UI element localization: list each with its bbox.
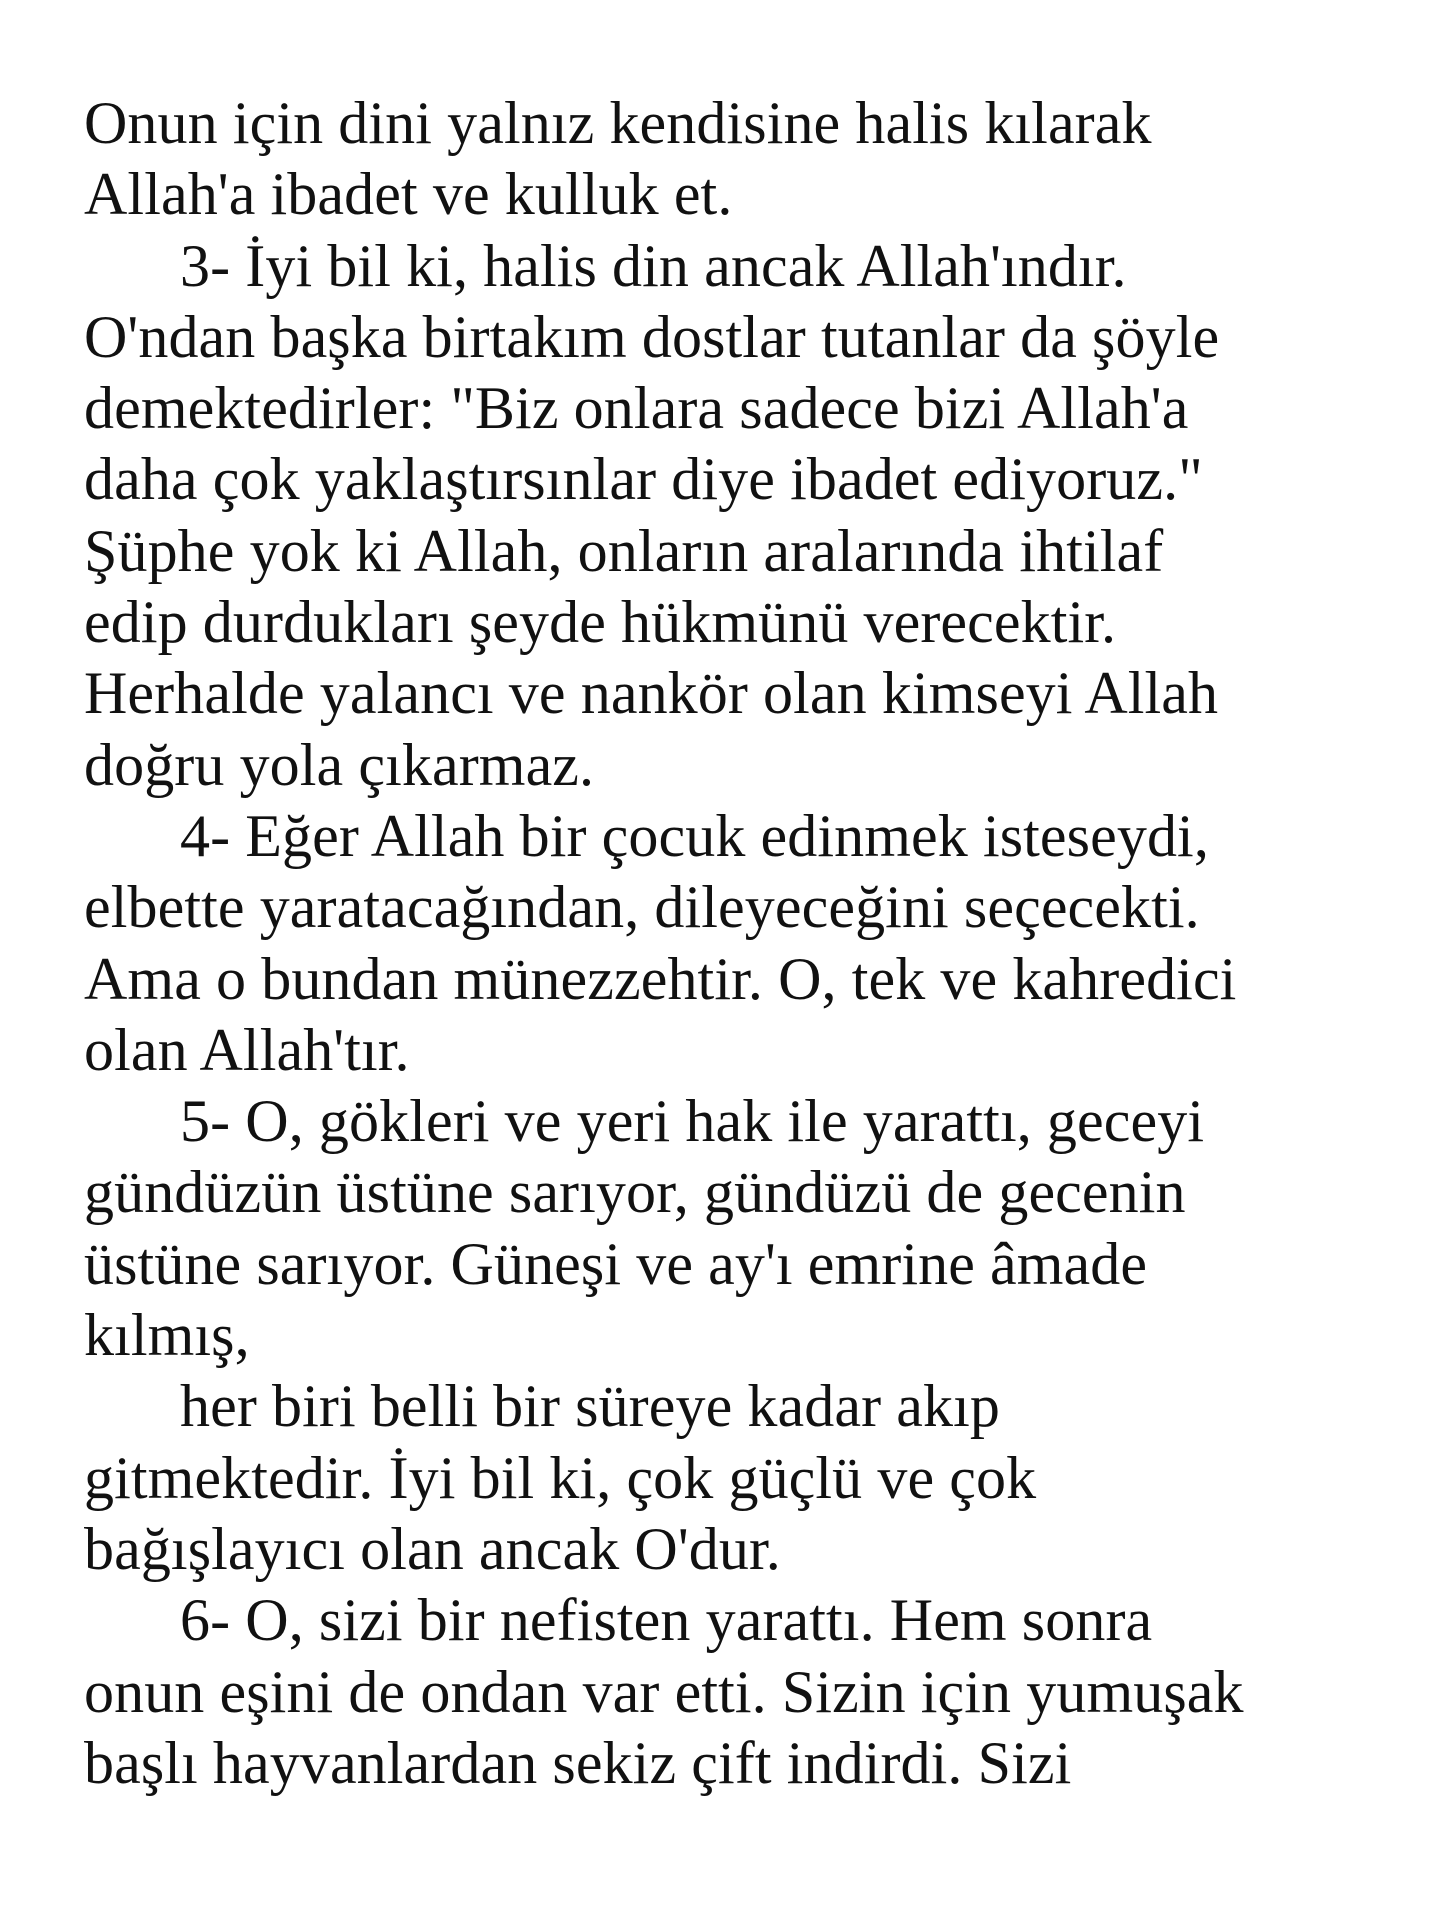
text-line: Herhalde yalancı ve nankör olan kimseyi Allah: [84, 660, 1219, 727]
text-line: onun eşini de ondan var etti. Sizin için yumuşak: [84, 1658, 1244, 1725]
text-line: olan Allah'tır.: [84, 1016, 410, 1083]
text-line: demektedirler: "Biz onlara sadece bizi Allah'a: [84, 375, 1189, 442]
text-line: gitmektedir. İyi bil ki, çok güçlü ve çok: [84, 1444, 1037, 1511]
text-line: edip durdukları şeyde hükmünü verecektir.: [84, 589, 1117, 656]
body-text: [84, 88, 1404, 1799]
text-line: Allah'a ibadet ve kulluk et.: [84, 161, 733, 228]
text-line: bağışlayıcı olan ancak O'dur.: [84, 1515, 781, 1582]
text-line: 3- İyi bil ki, halis din ancak Allah'ındır.: [180, 232, 1127, 299]
text-line: gündüzün üstüne sarıyor, gündüzü de gecenin: [84, 1159, 1186, 1226]
text-line: başlı hayvanlardan sekiz çift indirdi. Sizi: [84, 1729, 1072, 1796]
text-line: Onun için dini yalnız kendisine halis kılarak: [84, 90, 1152, 156]
text-line: O'ndan başka birtakım dostlar tutanlar da şöyle: [84, 303, 1220, 370]
text-line: her biri belli bir süreye kadar akıp: [180, 1373, 1000, 1440]
text-line: elbette yaratacağından, dileyeceğini seçecekti.: [84, 874, 1200, 941]
text-line: 6- O, sizi bir nefisten yarattı. Hem sonra: [180, 1587, 1153, 1654]
text-line: 5- O, gökleri ve yeri hak ile yarattı, geceyi: [180, 1088, 1205, 1155]
text-line: 4- Eğer Allah bir çocuk edinmek isteseydi,: [180, 802, 1209, 869]
text-line: Ama o bundan münezzehtir. O, tek ve kahredici: [84, 945, 1237, 1012]
text-line: daha çok yaklaştırsınlar diye ibadet ediyoruz.": [84, 446, 1203, 513]
text-line: Şüphe yok ki Allah, onların aralarında ihtilaf: [84, 517, 1164, 584]
text-line: doğru yola çıkarmaz.: [84, 731, 595, 798]
text-line: üstüne sarıyor. Güneşi ve ay'ı emrine âmade: [84, 1230, 1148, 1297]
text-line: kılmış,: [84, 1302, 250, 1369]
